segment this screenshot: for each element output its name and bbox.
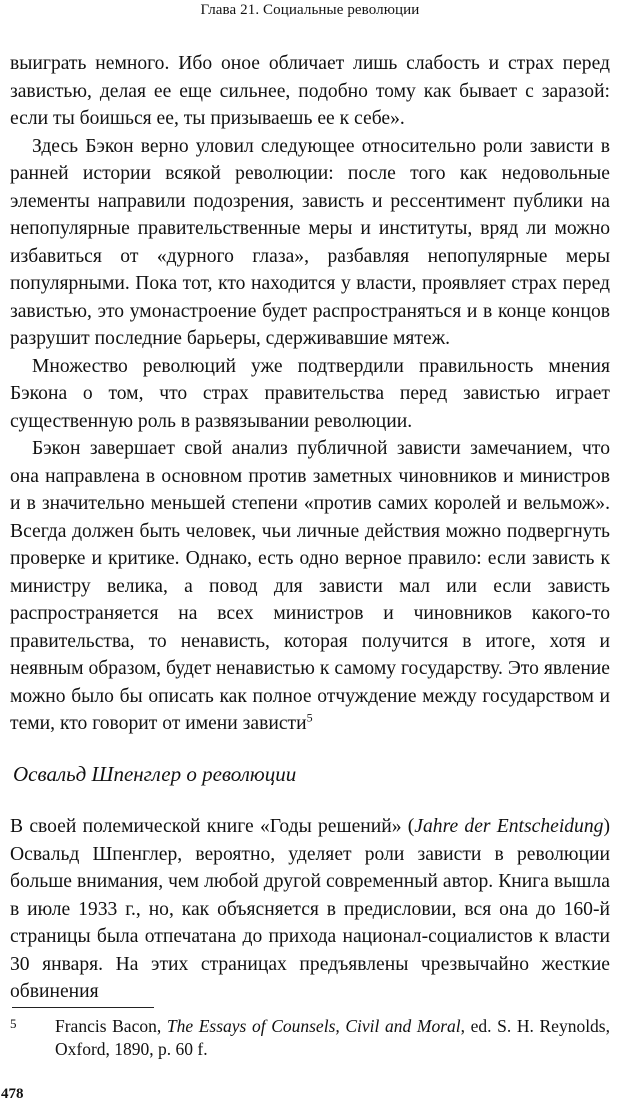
footnote	[10, 1015, 610, 1061]
paragraph-text: Бэкон завершает свой анализ публичной зависти замечанием, что она направлена в основном против заметных чиновников и министров и в значительно меньшей степени «против самих королей и вельмож». Всегда должен быть человек, чьи личные действия можно подвергнуть проверке и критике. Однако, есть одно верное правило: если зависть к министру велика, а повод для зависти мал или если зависть распространяется на всех министров и чиновников какого-то правительства, то ненависть, которая получится в итоге, хотя и неявным образом, будет ненавистью к самому государству. Это явление можно было бы описать как полное отчуждение между государством и теми, кто говорит от имени зависти	[10, 438, 610, 734]
paragraph: Здесь Бэкон верно уловил следующее относительно роли зависти в ранней истории всякой революции: после того как недовольные элементы направили подозрения, зависть и рессентимент публики на непопулярные правительственные меры и институты, вряд ли можно избавиться от «дурного глаза», разбавляя непопулярные меры популярными. Пока тот, кто находится у власти, проявляет страх перед завистью, это умонастроение будет распространяться и в конце концов разрушит последние барьеры, сдерживавшие мятеж.	[10, 135, 610, 349]
footnote-divider	[12, 1007, 154, 1008]
paragraph	[10, 813, 610, 1006]
paragraph-text: В своей полемической книге «Годы решений» (	[10, 816, 415, 837]
body-text-block	[10, 50, 610, 738]
paragraph-text: ) Освальд Шпенглер, вероятно, уделяет роли зависти в революции больше внимания, чем любой другой современный автор. Книга вышла в июле 1933 г., но, как объясняется в предисловии, вся она до 160-й страницы была отпечатана до прихода национал-социалистов к власти 30 января. На этих страницах предъявлены чрезвычайно жесткие обвинения	[10, 816, 610, 1002]
footnote-details: , ed. S. H. Reynolds, Oxford, 1890, p. 60 f.	[55, 1016, 610, 1059]
footnote-author: Francis Bacon,	[55, 1016, 167, 1036]
page-number: 478	[1, 1086, 24, 1102]
footnote-text	[55, 1015, 610, 1061]
running-head: Глава 21. Социальные революции	[200, 2, 420, 18]
footnote-reference[interactable]: 5	[306, 710, 313, 725]
section-heading: Освальд Шпенглер о революции	[13, 762, 297, 786]
body-text-block	[10, 813, 610, 1006]
book-title: Jahre der Entscheidung	[414, 816, 604, 837]
paragraph: Множество революций уже подтвердили правильность мнения Бэкона о том, что страх правительства перед завистью играет существенную роль в развязывании революции.	[10, 355, 610, 432]
footnote-mark: 5	[10, 1016, 17, 1031]
footnote-title: The Essays of Counsels, Civil and Moral	[166, 1016, 461, 1036]
paragraph	[10, 435, 610, 738]
paragraph: выиграть немного. Ибо оное обличает лишь слабость и страх перед завистью, делая ее еще сильнее, подобно тому как бывает с заразой: если ты боишься ее, ты призываешь ее к себе».	[10, 53, 610, 129]
